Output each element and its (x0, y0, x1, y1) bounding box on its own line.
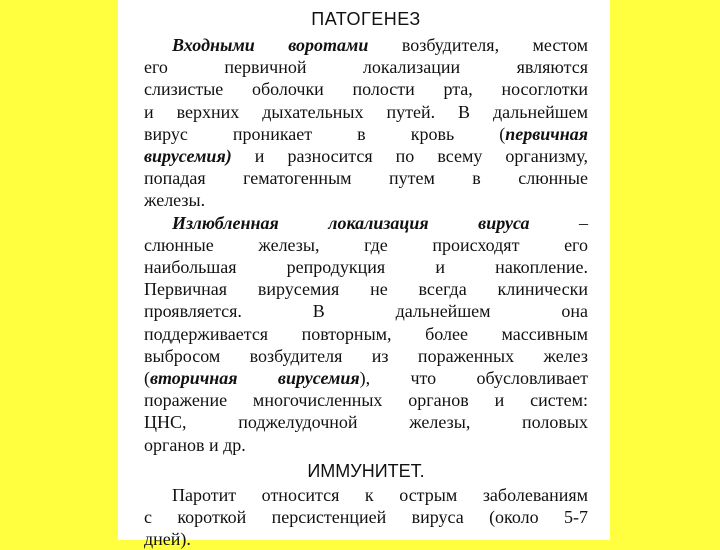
text-line: слизистые оболочки полости рта, носоглотки (144, 79, 588, 100)
text-line: с короткой персистенцией вируса (около 5-7 (144, 507, 588, 528)
section-title-immunity: ИММУНИТЕТ. (307, 460, 425, 481)
text-line: выбросом возбудителя из пораженных желез (144, 345, 588, 366)
emphasis-text: Излюбленная локализация вируса (172, 212, 530, 233)
text-line: наибольшая репродукция и накопление. (144, 257, 588, 278)
text-line: Первичная вирусемия не всегда клинически (144, 279, 588, 300)
paragraph-entry-gates (144, 34, 588, 212)
text-line: ЦНС, поджелудочной железы, половых (144, 412, 588, 433)
text-span: ( (144, 368, 150, 389)
text-line: поражение многочисленных органов и систем: (144, 390, 588, 411)
text-line (144, 123, 588, 145)
emphasis-text: вирусемия) (144, 146, 232, 167)
section-title-pathogenesis: ПАТОГЕНЕЗ (311, 9, 421, 29)
text-line: органов и др. (144, 434, 246, 455)
text-line: поддерживается повторным, более массивным (144, 323, 588, 344)
text-line (144, 212, 588, 234)
paragraph-immunity (144, 484, 588, 550)
emphasis-text: первичная (505, 123, 588, 144)
text-span: вирус проникает в кровь ( (144, 123, 506, 144)
emphasis-text: Входными воротами (172, 35, 369, 55)
emphasis-text: вторичная вирусемия (150, 368, 360, 389)
text-line: его первичной локализации являются (144, 57, 588, 78)
text-line: Паротит относится к острым заболеваниям (172, 484, 588, 505)
text-line (144, 145, 588, 167)
text-span: возбудителя, местом (368, 35, 588, 55)
text-line: попадая гематогенным путем в слюнные (144, 168, 588, 189)
text-span: и разносится по всему организму, (231, 146, 588, 167)
text-line: железы. (144, 190, 206, 211)
text-span: – (529, 212, 588, 233)
text-line: дней). (144, 529, 191, 550)
paragraph-favorite-localization (144, 212, 588, 456)
text-line: и верхних дыхательных путей. В дальнейшем (144, 101, 588, 122)
text-line: проявляется. В дальнейшем она (144, 301, 588, 322)
text-line: слюнные железы, где происходят его (144, 234, 588, 255)
document-page (118, 0, 610, 550)
text-line (144, 367, 588, 389)
text-line (144, 34, 588, 56)
text-span: ), что обусловливает (359, 368, 588, 389)
